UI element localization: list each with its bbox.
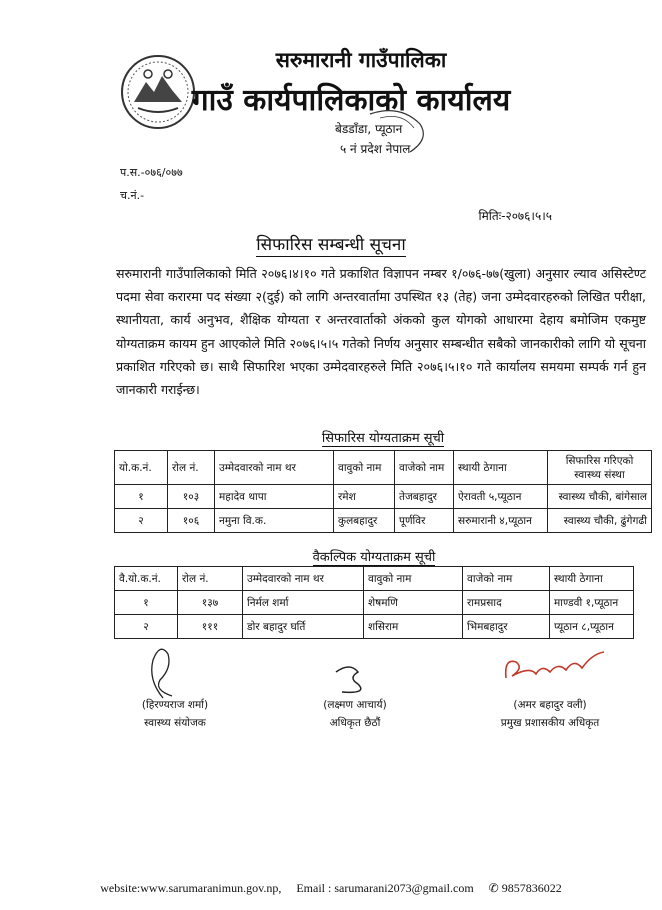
signature-mark-icon — [328, 662, 374, 698]
table-cell: शसिराम — [364, 615, 463, 639]
table-cell: रामप्रसाद — [463, 591, 550, 615]
table-cell: माण्डवी १,प्यूठान — [550, 591, 634, 615]
table-cell: नमुना वि.क. — [215, 509, 334, 533]
signature-mark-icon — [138, 640, 188, 702]
table-row — [115, 485, 652, 509]
table-cell: १०३ — [168, 485, 215, 509]
signature-mark-icon — [500, 648, 610, 688]
table-cell: भिमबहादुर — [463, 615, 550, 639]
table-cell: स्वास्थ्य चौकी, ढुंगेगढी — [548, 509, 652, 533]
table-cell: रमेश — [334, 485, 395, 509]
table1-header: सिफारिस गरिएको स्वास्थ्य संस्था — [548, 451, 652, 485]
notice-date: मितिः-२०७६।५।५ — [478, 209, 552, 223]
table-cell: १ — [115, 485, 168, 509]
recommendation-table — [114, 450, 652, 533]
table-row — [115, 615, 634, 639]
table-cell: १११ — [178, 615, 243, 639]
alternative-table — [114, 566, 634, 639]
table-cell: ऐरावती ५,प्यूठान — [454, 485, 548, 509]
table1-caption: सिफारिस योग्यताक्रम सूची — [321, 431, 445, 446]
table1-header: उम्मेदवारको नाम थर — [215, 451, 334, 485]
table2-header: रोल नं. — [178, 567, 243, 591]
office-location: बेडडाँडा, प्यूठान — [335, 122, 403, 136]
table-cell: कुलबहादुर — [334, 509, 395, 533]
email-text: Email : sarumarani2073@gmail.com — [296, 881, 474, 895]
notice-body: सरुमारानी गाउँपालिकाको मिति २०७६।४।१० गते प्रकाशित विज्ञापन नम्बर १/०७६-७७(खुला) अनुसार ल्याव असिस्टेण्ट पदमा सेवा करारमा पद संख्या २(दुई) को लागि अन्तरवार्तामा उपस्थित १३ (तेह) जना उम्मेदवारहरुको लिखित परीक्षा, स्थानीयता, कार्य अनुभव, शैक्षिक योग्यता र अन्तरवार्ताको अंकको कुल योगको आधारमा देहाय बमोजिम एकमुष्ट योग्यताक्रम कायम हुन आएकोले मिति २०७६।५।५ गतेको निर्णय अनुसार सम्बन्धीत सबैको जानकारीको लागि यो सूचना प्रकाशित गरिएको छ। साथै सिफारिश भएका उम्मेदवारहरुले मिति २०७६।५।१० गते कार्यालय समयमा सम्पर्क गर्न हुन जानकारी गराईन्छ। — [116, 266, 646, 398]
table-cell: २ — [115, 615, 178, 639]
signatory-title: स्वास्थ्य संयोजक — [144, 717, 206, 729]
table1-header: यो.क.नं. — [115, 451, 168, 485]
table-cell: १३७ — [178, 591, 243, 615]
signatory-title: अधिकृत छैठौं — [329, 717, 381, 729]
table-cell: तेजबहादुर — [395, 485, 454, 509]
signatory-name: (अमर बहादुर वली) — [513, 699, 587, 711]
table-cell: १०६ — [168, 509, 215, 533]
table1-header: स्थायी ठेगाना — [454, 451, 548, 485]
dispatch-number: च.नं.- — [120, 189, 145, 202]
table2-header: स्थायी ठेगाना — [550, 567, 634, 591]
table1-header: वावुको नाम — [334, 451, 395, 485]
table-cell: निर्मल शर्मा — [243, 591, 364, 615]
table-cell: १ — [115, 591, 178, 615]
table-cell: २ — [115, 509, 168, 533]
signatory-title: प्रमुख प्रशासकीय अधिकृत — [500, 717, 600, 729]
table-cell: प्यूठान ८,प्यूठान — [550, 615, 634, 639]
table-cell: शेषमणि — [364, 591, 463, 615]
table1-header: रोल नं. — [168, 451, 215, 485]
letter-number: प.स.-०७६/०७७ — [120, 166, 183, 179]
office-name: गाउँ कार्यपालिकाको कार्यालय — [191, 83, 511, 118]
table-cell: डोर बहादुर घर्ति — [243, 615, 364, 639]
office-province: ५ नं प्रदेश नेपाल — [340, 142, 411, 156]
table-cell: पूर्णविर — [395, 509, 454, 533]
signatory-name: (हिरण्यराज शर्मा) — [141, 699, 209, 711]
table-cell: महादेव थापा — [215, 485, 334, 509]
table-row — [115, 591, 634, 615]
table-cell: स्वास्थ्य चौकी, बांगेसाल — [548, 485, 652, 509]
notice-title: सिफारिस सम्बन्धी सूचना — [256, 235, 406, 255]
table2-caption: वैकल्पिक योग्यताक्रम सूची — [312, 550, 436, 565]
footer — [0, 881, 662, 896]
municipality-name: सरुमारानी गाउँपालिका — [275, 48, 447, 72]
table2-header: उम्मेदवारको नाम थर — [243, 567, 364, 591]
signatory-name: (लक्ष्मण आचार्य) — [323, 699, 387, 711]
table-row — [115, 509, 652, 533]
table-cell: सरुमारानी ४,प्यूठान — [454, 509, 548, 533]
phone-text: 9857836022 — [501, 881, 562, 895]
table2-header: वावुको नाम — [364, 567, 463, 591]
phone-icon: ✆ — [488, 881, 499, 895]
website-text: website:www.sarumaranimun.gov.np, — [100, 881, 282, 895]
office-stamp-icon — [340, 104, 440, 159]
table1-header: वाजेको नाम — [395, 451, 454, 485]
table2-header: वाजेको नाम — [463, 567, 550, 591]
table2-header: वै.यो.क.नं. — [115, 567, 178, 591]
